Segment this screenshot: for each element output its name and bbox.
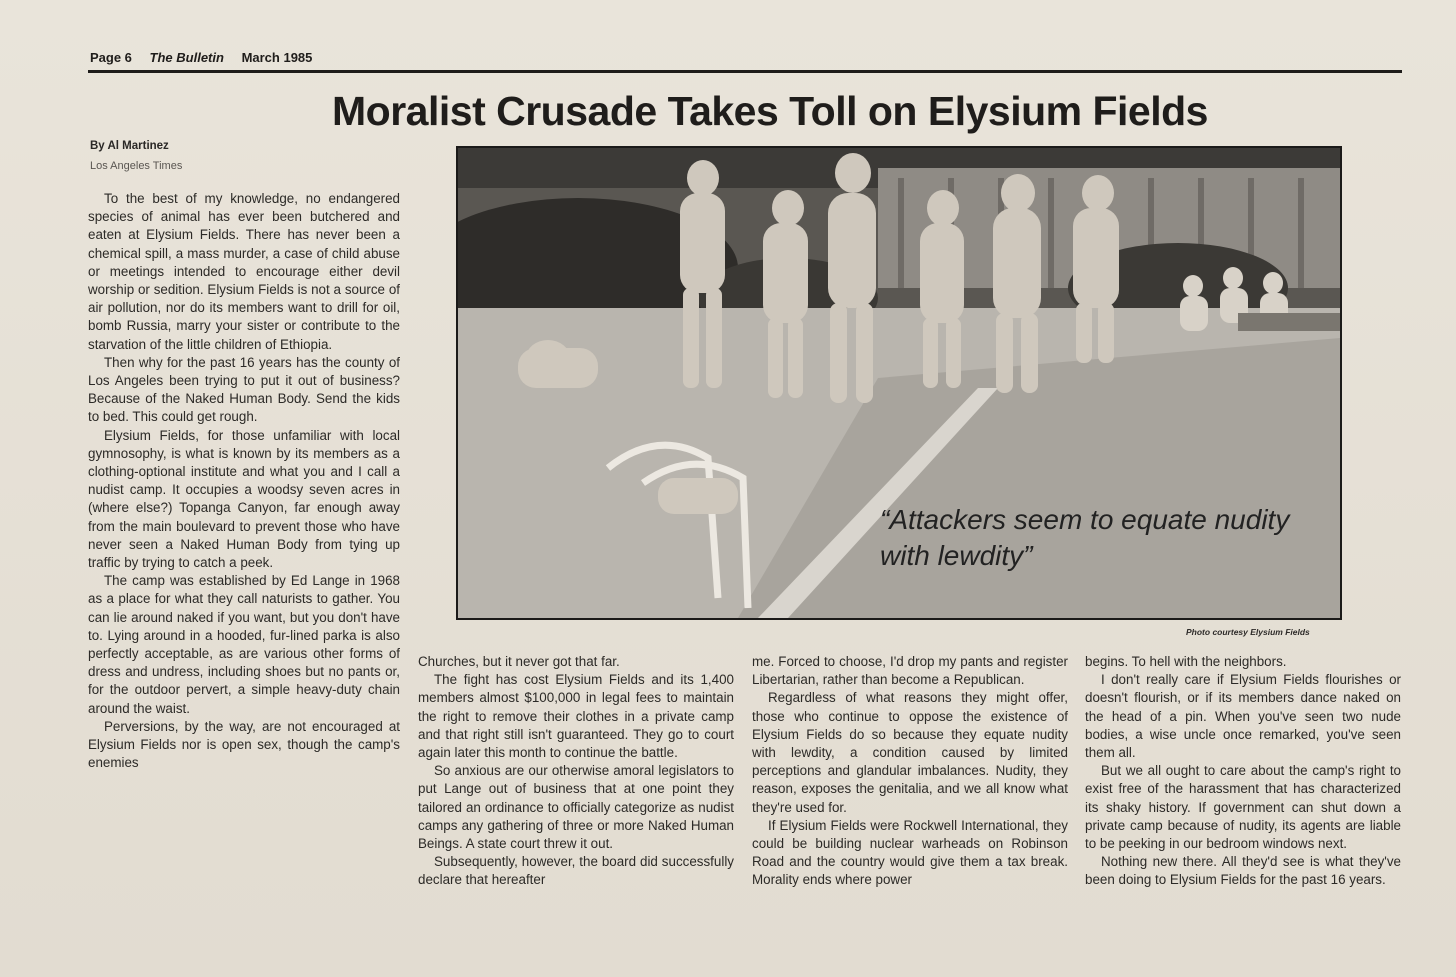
header-rule [88, 70, 1402, 73]
article-column-2 [418, 653, 734, 890]
publication-name: The Bulletin [149, 50, 224, 65]
headline: Moralist Crusade Takes Toll on Elysium Fields [332, 88, 1208, 134]
article-column-1 [88, 190, 400, 773]
paragraph: Perversions, by the way, are not encouraged at Elysium Fields nor is open sex, though the camp's enemies [88, 718, 400, 771]
pull-quote: “Attackers seem to equate nudity with lewdity” [880, 504, 1290, 571]
page-header [90, 50, 326, 65]
paragraph: If Elysium Fields were Rockwell International, they could be building nuclear warheads on Robinson Road and the country would give them a tax break. Morality ends where power [752, 817, 1068, 888]
paragraph: Then why for the past 16 years has the county of Los Angeles been trying to put it out of business? Because of the Naked Human Body. Send the kids to bed. This could get rough. [88, 354, 400, 425]
paragraph: Subsequently, however, the board did successfully declare that hereafter [418, 854, 734, 888]
paragraph: So anxious are our otherwise amoral legislators to put Lange out of business that at one point they tailored an ordinance to officially categorize as nudist camps any gathering of three or more Naked Human Beings. A state court threw it out. [418, 763, 734, 852]
paragraph: But we all ought to care about the camp's right to exist free of the harassment that has characterized its shaky history. If government can shut down a private camp because of nudity, its agents are liable to be peeking in our bedroom windows next. [1085, 763, 1401, 852]
article-photo [456, 146, 1342, 620]
paragraph: The camp was established by Ed Lange in 1968 as a place for what they call naturists to gather. You can lie around naked if you want, but you don't have to. Lying around in a hooded, fur-lined parka is also perfectly acceptable, as are various other forms of dress and undress, including shoes but no pants or, for the outdoor pervert, a simple heavy-duty chain around the waist. [88, 573, 400, 716]
page-number: Page 6 [90, 50, 132, 65]
byline-author: By Al Martinez [90, 140, 169, 152]
paragraph: I don't really care if Elysium Fields flourishes or doesn't flourish, or if its members dance naked on the head of a pin. When you've seen two nude bodies, a wise uncle once remarked, you've seen them all. [1085, 672, 1401, 761]
paragraph: The fight has cost Elysium Fields and its 1,400 members almost $100,000 in legal fees to maintain the right to remove their clothes in a private camp and that right still isn't guaranteed. They go to court again later this month to continue the battle. [418, 672, 734, 761]
paragraph: Regardless of what reasons they might offer, those who continue to oppose the existence of Elysium Fields do so because they equate nudity with lewdity, a condition caused by limited perceptions and glandular imbalances. Nudity, they reason, exposes the genitalia, and we all know what they're used for. [752, 690, 1068, 815]
article-column-4 [1085, 653, 1401, 890]
byline-source: Los Angeles Times [90, 160, 183, 172]
photo-credit: Photo courtesy Elysium Fields [1186, 627, 1310, 637]
paragraph: me. Forced to choose, I'd drop my pants and register Libertarian, rather than become a Republican. [752, 654, 1068, 688]
paragraph: Churches, but it never got that far. [418, 654, 620, 669]
article-column-3 [752, 653, 1068, 890]
issue-date: March 1985 [241, 50, 313, 65]
paragraph: Nothing new there. All they'd see is what they've been doing to Elysium Fields for the past 16 years. [1085, 854, 1401, 888]
paragraph: To the best of my knowledge, no endangered species of animal has ever been butchered and eaten at Elysium Fields. There has never been a chemical spill, a mass murder, a case of child abuse or meetings intended to encourage either devil worship or sedition. Elysium Fields is not a source of air pollution, nor do its members want to drill for oil, bomb Russia, marry your sister or contribute to the starvation of the little children of Ethiopia. [88, 191, 400, 352]
paragraph: Elysium Fields, for those unfamiliar with local gymnosophy, is what is known by its members as a clothing-optional institute and what you and I call a nudist camp. It occupies a woodsy seven acres in (where else?) Topanga Canyon, far enough away from the main boulevard to prevent those who have never seen a Naked Human Body from tying up traffic by trying to catch a peek. [88, 427, 400, 571]
paragraph: begins. To hell with the neighbors. [1085, 654, 1287, 669]
